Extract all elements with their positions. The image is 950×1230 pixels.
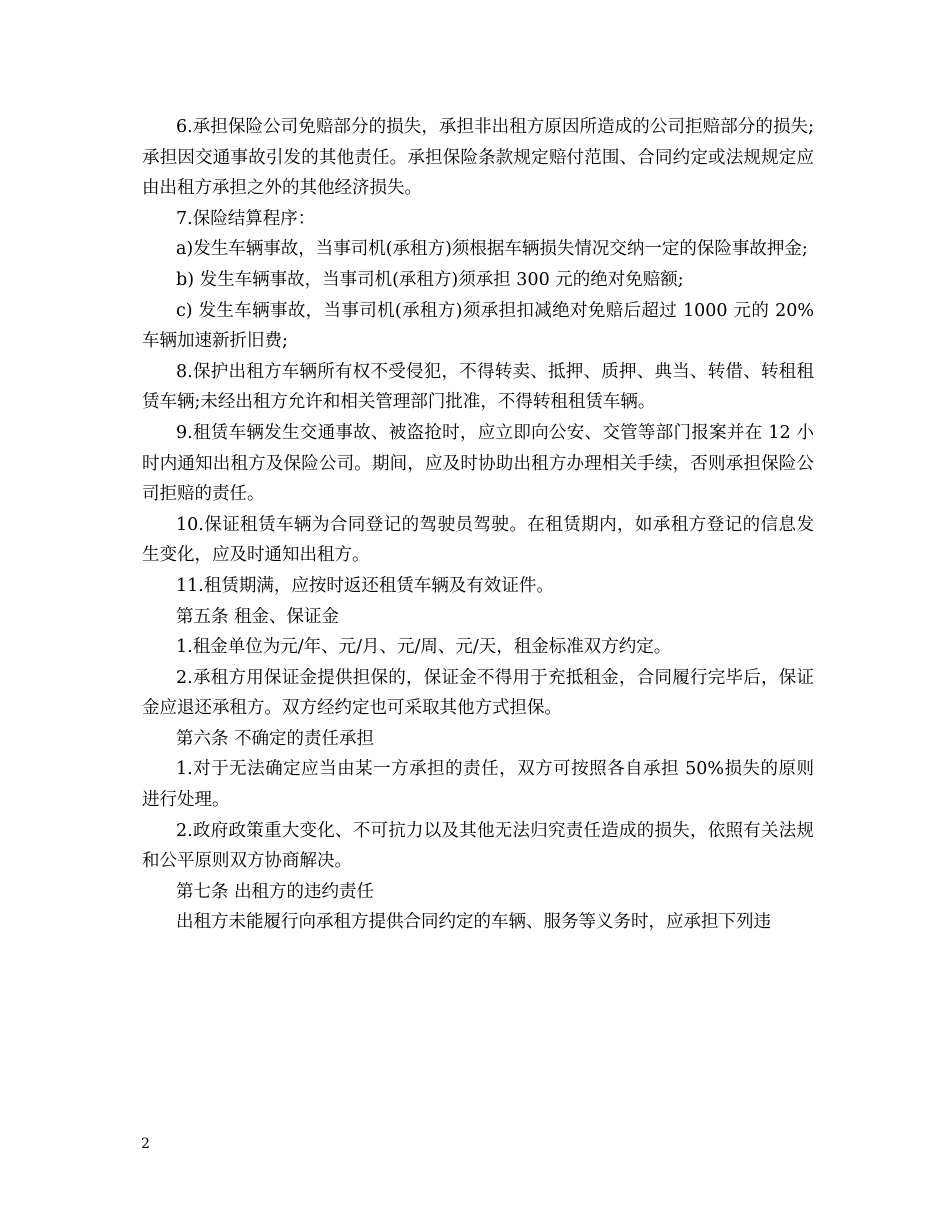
paragraph: 2.承租方用保证金提供担保的，保证金不得用于充抵租金，合同履行完毕后，保证金应退还承租方。双方经约定也可采取其他方式担保。 xyxy=(142,667,814,719)
paragraph: a)发生车辆事故，当事司机(承租方)须根据车辆损失情况交纳一定的保险事故押金; xyxy=(176,239,808,260)
paragraph: 2.政府政策重大变化、不可抗力以及其他无法归究责任造成的损失，依照有关法规和公平原则双方协商解决。 xyxy=(142,820,814,872)
paragraph: b) 发生车辆事故，当事司机(承租方)须承担 300 元的绝对免赔额; xyxy=(176,269,684,290)
paragraph: 10.保证租赁车辆为合同登记的驾驶员驾驶。在租赁期内，如承租方登记的信息发生变化，应及时通知出租方。 xyxy=(142,514,814,566)
paragraph: 6.承担保险公司免赔部分的损失，承担非出租方原因所造成的公司拒赔部分的损失;承担因交通事故引发的其他责任。承担保险条款规定赔付范围、合同约定或法规规定应由出租方承担之外的其他经济损失。 xyxy=(142,117,814,199)
section-heading: 第六条 不确定的责任承担 xyxy=(176,728,375,749)
paragraph: c) 发生车辆事故，当事司机(承租方)须承担扣减绝对免赔后超过 1000 元的 20%车辆加速新折旧费; xyxy=(142,300,814,352)
document-body xyxy=(142,112,814,938)
paragraph: 1.租金单位为元/年、元/月、元/周、元/天，租金标准双方约定。 xyxy=(176,637,672,658)
page-number: 2 xyxy=(141,1136,150,1152)
paragraph: 出租方未能履行向承租方提供合同约定的车辆、服务等义务时，应承担下列违 xyxy=(176,912,771,933)
section-heading: 第七条 出租方的违约责任 xyxy=(176,881,375,902)
paragraph: 7.保险结算程序： xyxy=(176,208,316,229)
paragraph: 8.保护出租方车辆所有权不受侵犯，不得转卖、抵押、质押、典当、转借、转租租赁车辆;未经出租方允许和相关管理部门批准，不得转租租赁车辆。 xyxy=(142,361,814,413)
section-heading: 第五条 租金、保证金 xyxy=(176,606,340,627)
paragraph: 11.租赁期满，应按时返还租赁车辆及有效证件。 xyxy=(176,575,554,596)
paragraph: 9.租赁车辆发生交通事故、被盗抢时，应立即向公安、交管等部门报案并在 12 小时内通知出租方及保险公司。期间，应及时协助出租方办理相关手续，否则承担保险公司拒赔的责任。 xyxy=(142,422,814,505)
paragraph: 1.对于无法确定应当由某一方承担的责任，双方可按照各自承担 50%损失的原则进行处理。 xyxy=(142,759,814,811)
